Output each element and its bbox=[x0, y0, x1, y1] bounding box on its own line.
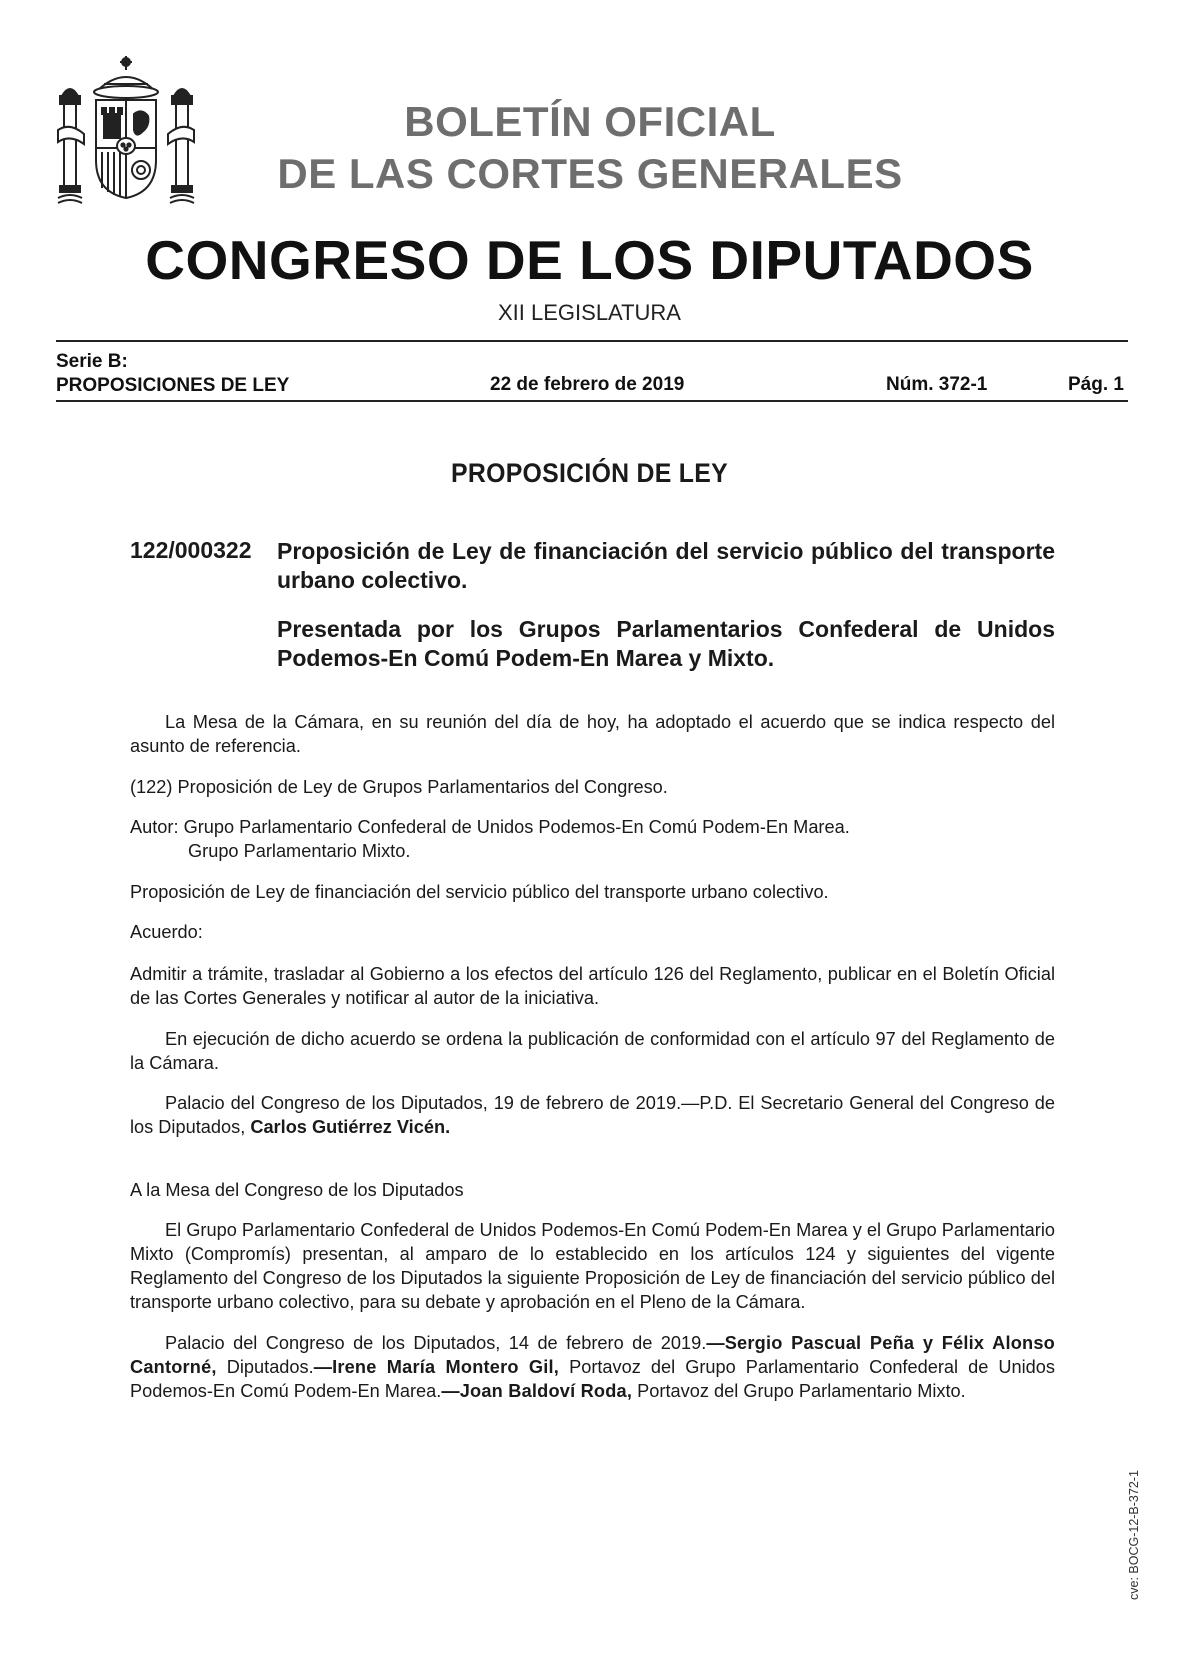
paragraph-signature-1 bbox=[130, 1091, 1055, 1139]
cve-code-container bbox=[1125, 1400, 1145, 1600]
publication-date: 22 de febrero de 2019 bbox=[490, 374, 685, 395]
cve-code: cve: BOCG-12-B-372-1 bbox=[1127, 1470, 1141, 1600]
signature-2-signer-3: —Joan Baldoví Roda, bbox=[441, 1381, 633, 1401]
presented-by: Presentada por los Grupos Parlamentarios Confederal de Unidos Podemos-En Comú Podem-En Marea y Mixto. bbox=[277, 616, 1055, 671]
signature-2-signer-2: —Irene María Montero Gil, bbox=[313, 1357, 560, 1377]
signature-2-role-1: Diputados. bbox=[216, 1357, 314, 1377]
signature-2-signers: —Sergio Pascual Peña y Félix Alonso Cantorné, bbox=[130, 1333, 1055, 1377]
legislature-label: XII LEGISLATURA bbox=[498, 300, 681, 325]
signature-2-role-2: Portavoz del Grupo Parlamentario Confederal de Unidos Podemos-En Comú Podem-En Marea. bbox=[130, 1357, 1055, 1401]
paragraph-agreement-label: Acuerdo: bbox=[130, 922, 203, 942]
bulletin-title-line2: DE LAS CORTES GENERALES bbox=[277, 150, 903, 197]
paragraph-agreement: Admitir a trámite, trasladar al Gobierno a los efectos del artículo 126 del Reglamento, publicar en el Boletín Oficial de las Cortes Generales y notificar al autor de la iniciativa. bbox=[130, 964, 1055, 1008]
paragraph-execution: En ejecución de dicho acuerdo se ordena la publicación de conformidad con el artículo 97 del Reglamento de la Cámara. bbox=[130, 1029, 1055, 1073]
file-number: 122/000322 bbox=[130, 537, 252, 563]
document-type-heading: PROPOSICIÓN DE LEY bbox=[451, 458, 728, 488]
paragraph-mesa: La Mesa de la Cámara, en su reunión del día de hoy, ha adoptado el acuerdo que se indica respecto del asunto de referencia. bbox=[130, 712, 1055, 756]
chamber-title: CONGRESO DE LOS DIPUTADOS bbox=[145, 229, 1034, 291]
header-top-rule bbox=[56, 340, 1128, 342]
header-bottom-rule bbox=[56, 400, 1128, 402]
issue-number: Núm. 372-1 bbox=[886, 374, 988, 395]
signature-2-place-date: Palacio del Congreso de los Diputados, 14 de febrero de 2019. bbox=[165, 1333, 707, 1353]
author-line1: Autor: Grupo Parlamentario Confederal de Unidos Podemos-En Comú Podem-En Marea. bbox=[130, 817, 850, 837]
signature-1-signer: Carlos Gutiérrez Vicén. bbox=[250, 1117, 451, 1137]
paragraph-type: (122) Proposición de Ley de Grupos Parlamentarios del Congreso. bbox=[130, 777, 668, 797]
document-title: Proposición de Ley de financiación del servicio público del transporte urbano colectivo. bbox=[277, 538, 1055, 593]
paragraph-addressee: A la Mesa del Congreso de los Diputados bbox=[130, 1180, 464, 1200]
spain-coat-of-arms-icon bbox=[56, 52, 196, 204]
author-line2: Grupo Parlamentario Mixto. bbox=[188, 841, 411, 861]
signature-2-role-3: Portavoz del Grupo Parlamentario Mixto. bbox=[632, 1381, 966, 1401]
series-label bbox=[56, 350, 289, 398]
series-line2: PROPOSICIONES DE LEY bbox=[56, 375, 290, 396]
paragraph-presentation: El Grupo Parlamentario Confederal de Unidos Podemos-En Comú Podem-En Marea y el Grupo Parlamentario Mixto (Compromís) presentan, al amparo de lo establecido en los artículos 124 y siguientes del vigente Reglamento del Congreso de los Diputados la siguiente Proposición de Ley de financiación del servicio público del transporte urbano colectivo, para su debate y aprobación en el Pleno de la Cámara. bbox=[130, 1220, 1055, 1312]
signature-1-text: Palacio del Congreso de los Diputados, 19 de febrero de 2019.—P.D. El Secretario General del Congreso de los Diputados, bbox=[130, 1093, 1055, 1137]
page-number: Pág. 1 bbox=[1068, 374, 1124, 395]
paragraph-signature-2 bbox=[130, 1331, 1055, 1403]
series-line1: Serie B: bbox=[56, 351, 128, 372]
paragraph-subject: Proposición de Ley de financiación del servicio público del transporte urbano colectivo. bbox=[130, 882, 829, 902]
bulletin-title-line1: BOLETÍN OFICIAL bbox=[404, 98, 776, 145]
